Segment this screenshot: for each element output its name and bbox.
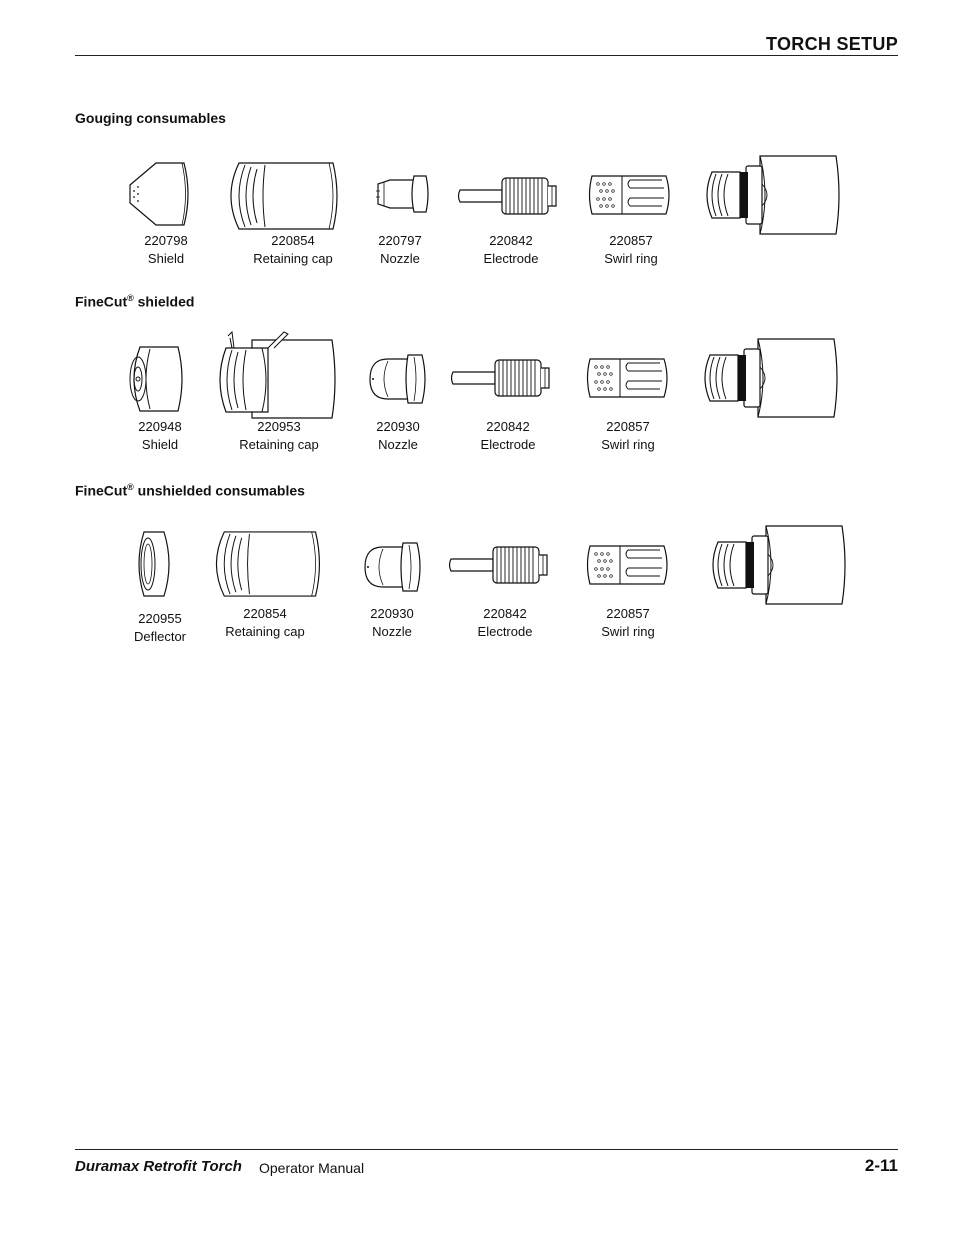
- part-name: Electrode: [483, 251, 539, 266]
- swirl-ring-icon: [584, 355, 672, 401]
- part-number: 220842: [489, 233, 533, 248]
- nozzle-icon: [370, 174, 432, 214]
- part-caption: [435, 605, 575, 641]
- torch-body-icon: [706, 524, 848, 606]
- torch-body-icon: [698, 337, 840, 419]
- part-name: Retaining cap: [253, 251, 333, 266]
- nozzle-icon: [363, 541, 425, 593]
- part-number: 220842: [486, 419, 530, 434]
- torch-body-icon: [700, 154, 842, 236]
- part-number: 220930: [370, 606, 414, 621]
- page-header-title: TORCH SETUP: [766, 34, 898, 54]
- part-number: 220955: [138, 611, 182, 626]
- part-caption: [441, 232, 581, 268]
- part-number: 220857: [606, 606, 650, 621]
- footer-manual-type: Operator Manual: [259, 1160, 365, 1176]
- section-title-finecut-unshielded: FineCut® unshielded consumables: [75, 482, 305, 499]
- section-title-finecut-shielded: FineCut® shielded: [75, 293, 195, 310]
- electrode-icon: [456, 174, 560, 218]
- deflector-icon: [134, 530, 176, 598]
- part-caption: [558, 418, 698, 454]
- part-caption: [561, 232, 701, 268]
- part-name: Shield: [141, 437, 179, 452]
- part-caption: [96, 232, 236, 268]
- shield-icon: [126, 345, 186, 413]
- retaining-cap-icon: [204, 530, 328, 598]
- part-number: 220857: [609, 233, 653, 248]
- part-name: Swirl ring: [601, 437, 655, 452]
- swirl-ring-icon: [586, 172, 674, 218]
- page-number: 2-11: [864, 1156, 898, 1175]
- section-title-gouging: Gouging consumables: [75, 110, 226, 126]
- part-name: Nozzle: [378, 437, 418, 452]
- part-number: 220797: [378, 233, 422, 248]
- part-name: Nozzle: [380, 251, 420, 266]
- part-number: 220854: [271, 233, 315, 248]
- part-name: Electrode: [480, 437, 536, 452]
- part-number: 220854: [243, 606, 287, 621]
- shield-icon: [126, 161, 196, 227]
- electrode-icon: [449, 356, 553, 400]
- part-name: Electrode: [477, 624, 533, 639]
- part-name: Retaining cap: [239, 437, 319, 452]
- part-name: Swirl ring: [601, 624, 655, 639]
- part-number: 220948: [138, 419, 182, 434]
- part-name: Retaining cap: [225, 624, 305, 639]
- part-number: 220842: [483, 606, 527, 621]
- electrode-icon: [447, 543, 551, 587]
- part-number: 220953: [257, 419, 301, 434]
- part-caption: [195, 605, 335, 641]
- retaining-cap-icon: [212, 330, 336, 420]
- nozzle-icon: [368, 353, 430, 405]
- part-name: Nozzle: [372, 624, 412, 639]
- part-name: Deflector: [133, 629, 187, 644]
- part-caption: [438, 418, 578, 454]
- part-name: Shield: [147, 251, 185, 266]
- footer-divider: [75, 1149, 898, 1150]
- part-caption: [558, 605, 698, 641]
- part-number: 220798: [144, 233, 188, 248]
- swirl-ring-icon: [584, 542, 672, 588]
- part-name: Swirl ring: [604, 251, 658, 266]
- header-divider: [75, 55, 898, 56]
- part-number: 220930: [376, 419, 420, 434]
- footer-product-name: Duramax Retrofit Torch: [75, 1158, 242, 1175]
- retaining-cap-icon: [221, 161, 343, 231]
- part-number: 220857: [606, 419, 650, 434]
